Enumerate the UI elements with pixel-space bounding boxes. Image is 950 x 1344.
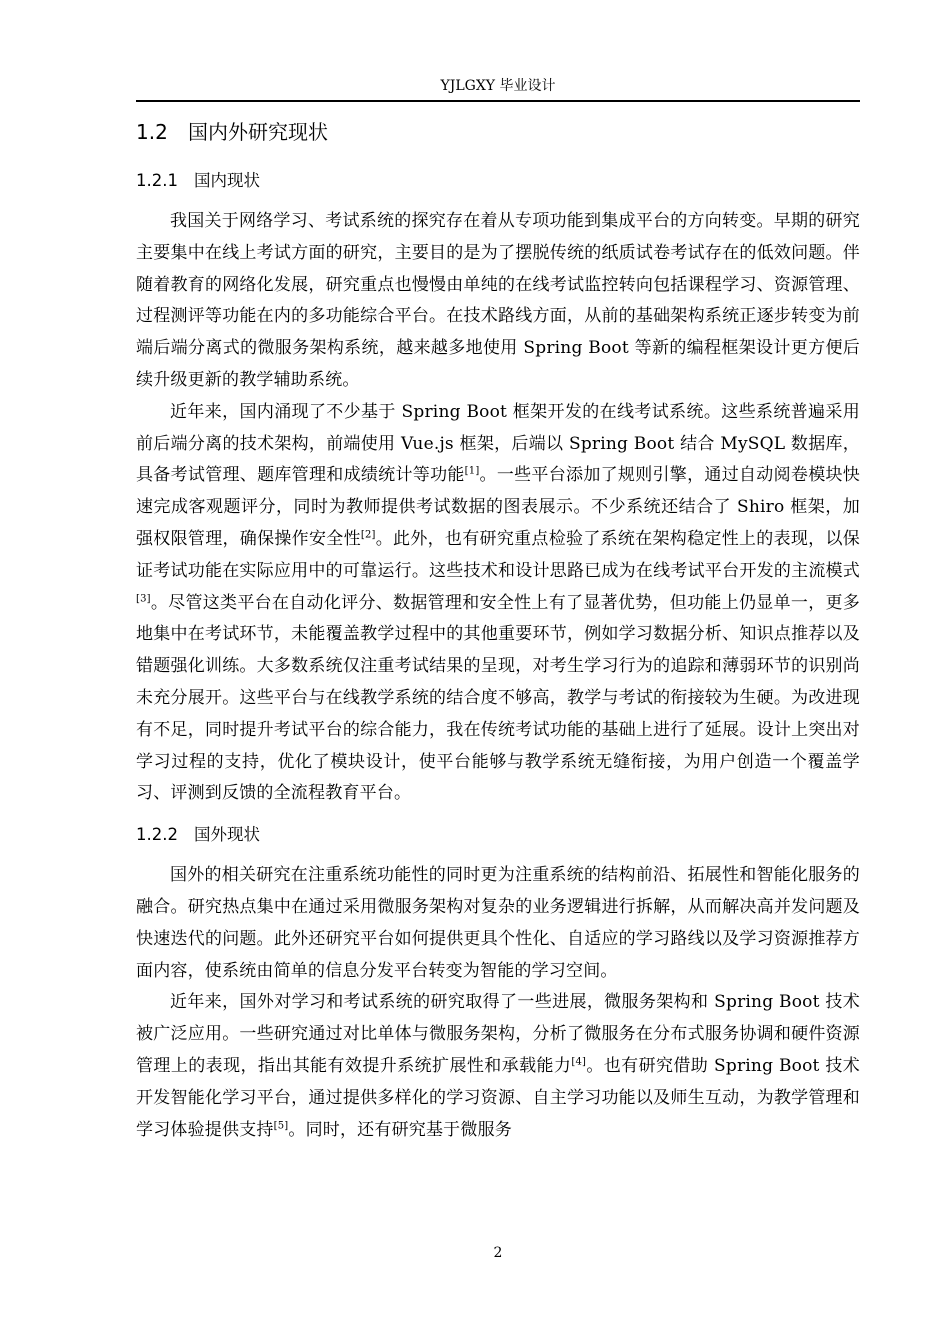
page-body: [136, 112, 860, 1146]
subsection-heading-domestic: [136, 164, 860, 198]
citation-ref: [1]: [464, 465, 480, 477]
subsection-heading-foreign: [136, 818, 860, 852]
subsection-number: 1.2.1: [136, 171, 178, 190]
citation-ref: [5]: [273, 1119, 289, 1131]
paragraph-text: 。也有研究借助 Spring Boot 技术开发智能化学习平台，通过提供多样化的学习资源、自主学习功能以及师生互动，为教学管理和学习体验提供支持: [136, 1055, 861, 1140]
paragraph-text: 。此外，也有研究重点检验了系统在架构稳定性上的表现，以保证考试功能在实际应用中的可靠运行。这些技术和设计思路已成为在线考试平台开发的主流模式: [136, 528, 860, 581]
paragraph-text: 。同时，还有研究基于微服务: [288, 1119, 512, 1140]
citation-ref: [4]: [571, 1056, 587, 1068]
page-number: 2: [493, 1245, 503, 1261]
paragraph-domestic-1: 我国关于网络学习、考试系统的探究存在着从专项功能到集成平台的方向转变。早期的研究主要集中在线上考试方面的研究，主要目的是为了摆脱传统的纸质试卷考试存在的低效问题。伴随着教育的网络化发展，研究重点也慢慢由单纯的在线考试监控转向包括课程学习、资源管理、过程测评等功能在内的多功能综合平台。在技术路线方面，从前的基础架构系统正逐步转变为前端后端分离式的微服务架构系统，越来越多地使用 Spring Boot 等新的编程框架设计更方便后续升级更新的教学辅助系统。: [136, 211, 860, 390]
paragraph-foreign-2: [136, 987, 860, 1146]
subsection-title: 国外现状: [194, 825, 260, 845]
section-number: 1.2: [136, 120, 168, 144]
paragraph-text: 。一些平台添加了规则引擎，通过自动阅卷模块快速完成客观题评分，同时为教师提供考试数据的图表展示。不少系统还结合了 Shiro 框架，加强权限管理，确保操作安全性: [136, 465, 860, 549]
paragraph-domestic-2: [136, 397, 860, 810]
paragraph-text: 。尽管这类平台在自动化评分、数据管理和安全性上有了显著优势，但功能上仍显单一，更多地集中在考试环节，未能覆盖教学过程中的其他重要环节，例如学习数据分析、知识点推荐以及错题强化训练。大多数系统仅注重考试结果的呈现，对考生学习行为的追踪和薄弱环节的识别尚未充分展开。这些平台与在线教学系统的结合度不够高，教学与考试的衔接较为生硬。为改进现有不足，同时提升考试平台的综合能力，我在传统考试功能的基础上进行了延展。设计上突出对学习过程的支持，优化了模块设计，使平台能够与教学系统无缝衔接，为用户创造一个覆盖学习、评测到反馈的全流程教育平台。: [136, 592, 860, 804]
paragraph-text: 近年来，国外对学习和考试系统的研究取得了一些进展，微服务架构和 Spring Boot 技术被广泛应用。一些研究通过对比单体与微服务架构，分析了微服务在分布式服务协调和硬件资源管理上的表现，指出其能有效提升系统扩展性和承载能力: [136, 992, 860, 1076]
section-heading: [136, 112, 860, 152]
subsection-title: 国内现状: [194, 171, 260, 190]
header-rule: [136, 100, 860, 102]
section-title: 国内外研究现状: [188, 120, 328, 144]
running-header: YJLGXY 毕业设计: [440, 78, 556, 94]
citation-ref: [3]: [136, 592, 151, 604]
citation-ref: [2]: [360, 529, 376, 541]
paragraph-foreign-1: 国外的相关研究在注重系统功能性的同时更为注重系统的结构前沿、拓展性和智能化服务的融合。研究热点集中在通过采用微服务架构对复杂的业务逻辑进行拆解，从而解决高并发问题及快速迭代的问题。此外还研究平台如何提供更具个性化、自适应的学习路线以及学习资源推荐方面内容，使系统由简单的信息分发平台转变为智能的学习空间。: [136, 865, 860, 981]
paragraph-text: 近年来，国内涌现了不少基于 Spring Boot 框架开发的在线考试系统。这些系统普遍采用前后端分离的技术架构，前端使用 Vue.js 框架，后端以 Spring Boot 结合 MySQL 数据库，具备考试管理、题库管理和成绩统计等功能: [136, 401, 860, 486]
subsection-number: 1.2.2: [136, 825, 178, 845]
